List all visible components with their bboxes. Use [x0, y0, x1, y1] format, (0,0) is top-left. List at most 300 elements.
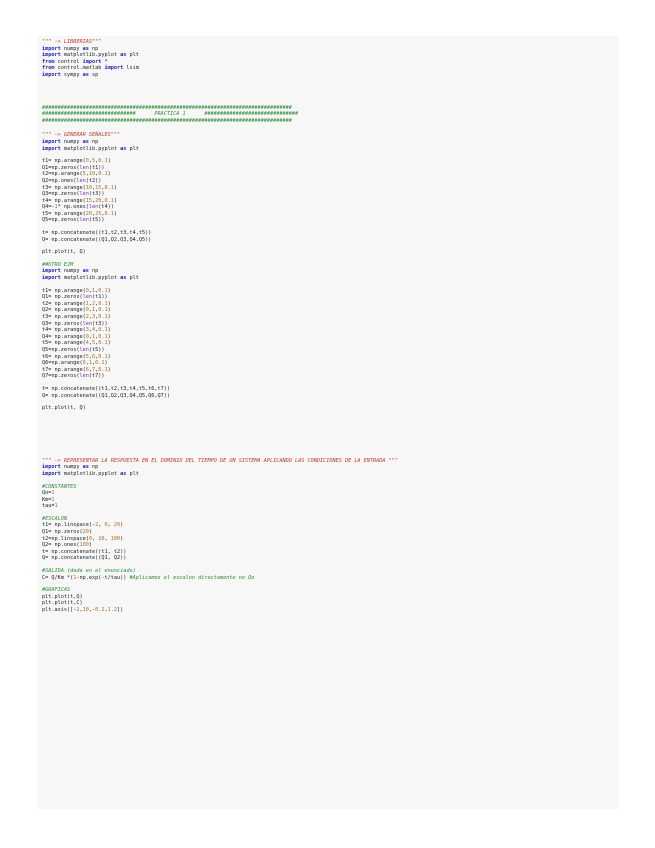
code-token: 0.1 — [98, 327, 108, 334]
code-token: import — [42, 275, 64, 282]
code-token: 0 — [85, 333, 89, 340]
code-token: , — [88, 353, 92, 360]
code-token: , — [95, 327, 99, 334]
code-token: t1= np.arange( — [42, 158, 86, 165]
code-token: len — [79, 191, 89, 198]
respuesta-block — [42, 458, 618, 478]
code-token: ) — [107, 353, 111, 360]
code-token: 1 — [91, 307, 96, 314]
code-line — [42, 367, 618, 374]
code-token: t5= np.arange( — [42, 340, 86, 347]
code-token: import — [42, 45, 64, 52]
code-token: Q5=np.zeros( — [42, 346, 80, 353]
code-token: Qo= — [42, 490, 52, 497]
code-token: t2=np.arange( — [42, 171, 83, 178]
code-line — [42, 217, 618, 224]
code-token: as — [82, 268, 92, 275]
code-token: 1 — [91, 287, 96, 294]
code-line — [42, 575, 618, 582]
code-token: 20 — [85, 210, 92, 217]
code-line — [42, 587, 618, 594]
code-token: from — [42, 65, 58, 72]
code-token: 0.1 — [98, 158, 108, 165]
code-token: plt.plot(t,C) — [42, 600, 83, 607]
code-line — [42, 158, 618, 165]
code-token: #Aplicamos el escalon directamente no Qo — [129, 574, 255, 581]
code-token: Q= np.concatenate((Q1,Q2,Q3,Q4,Q5)) — [42, 236, 152, 243]
code-token: matplotlib.pyplot — [63, 145, 121, 152]
code-token: , — [88, 287, 92, 294]
code-token: plt — [129, 145, 139, 152]
python-source-code — [42, 39, 618, 614]
code-token: 0 — [104, 522, 108, 529]
code-token: plt.axis([- — [42, 607, 77, 613]
code-token: as — [120, 52, 130, 59]
code-token: matplotlib.pyplot — [63, 52, 121, 59]
code-token: control.matlab — [57, 65, 105, 72]
code-line — [42, 484, 618, 491]
code-token: (t5)) — [88, 217, 105, 224]
code-token: 2 — [95, 522, 99, 529]
code-line — [42, 458, 618, 465]
code-token: 0 — [85, 307, 89, 314]
code-token: ]) — [116, 607, 124, 613]
code-token: , — [95, 171, 99, 178]
code-token: , — [85, 171, 89, 178]
otro-ejm-vectors — [42, 288, 618, 380]
code-token: 2 — [85, 314, 89, 320]
code-token: 20 — [113, 522, 121, 529]
code-token: , — [104, 607, 108, 613]
code-token: t3= np.arange( — [42, 184, 86, 191]
code-line — [42, 471, 618, 478]
code-token: numpy — [63, 464, 83, 471]
code-token: 0 — [85, 158, 89, 165]
code-token: ) — [113, 197, 117, 204]
code-token: 0.1 — [98, 340, 108, 347]
code-token: 4 — [85, 340, 89, 347]
code-token: , — [88, 333, 92, 340]
code-token: 1 — [88, 360, 92, 367]
code-line — [42, 178, 618, 185]
code-token: ) — [113, 184, 117, 191]
code-token: t1= np.arange( — [42, 287, 86, 294]
code-token: -np.exp(-t/tau)) — [76, 574, 130, 581]
code-token: as — [82, 71, 92, 78]
code-line — [42, 204, 618, 211]
code-line — [42, 105, 618, 112]
code-token: matplotlib.pyplot — [63, 275, 121, 282]
code-token: t4= np.arange( — [42, 327, 86, 334]
code-token: , — [88, 300, 92, 307]
code-token: 2 — [76, 607, 80, 613]
code-line — [42, 118, 618, 125]
code-token: 3 — [91, 314, 96, 320]
code-token: 100 — [110, 535, 121, 542]
code-token: plt.plot(t,Q) — [42, 593, 83, 600]
code-token: 5 — [82, 171, 86, 178]
code-line — [42, 607, 618, 614]
code-token: 0.2 — [95, 607, 105, 613]
code-token: , — [88, 327, 92, 334]
code-token: 25 — [95, 210, 102, 217]
code-token: , — [95, 314, 99, 320]
code-token: len — [79, 346, 89, 353]
code-token: len — [79, 164, 89, 171]
code-token: np — [92, 138, 99, 145]
code-line — [42, 268, 618, 275]
code-token: 0.1 — [98, 307, 108, 314]
code-token: import — [42, 268, 64, 275]
code-token: 0.1 — [98, 353, 108, 360]
code-token: 0.1 — [98, 314, 108, 320]
code-token: , — [95, 340, 99, 347]
code-token: , — [91, 210, 96, 217]
code-line — [42, 327, 618, 334]
code-line — [42, 542, 618, 549]
code-token: (t1)) — [88, 164, 105, 171]
code-token: (t4)) — [98, 204, 114, 211]
code-token: (t7)) — [88, 373, 105, 380]
code-line — [42, 198, 618, 205]
code-token: import — [42, 71, 64, 78]
code-token: , — [88, 366, 92, 373]
code-token: len — [76, 177, 86, 184]
code-token: import — [104, 65, 127, 72]
code-token: 100 — [79, 542, 89, 549]
code-token: ) — [107, 171, 111, 178]
code-token: ) — [107, 158, 111, 165]
generar-senales-block — [42, 132, 618, 152]
code-token: Q2=np.ones( — [42, 177, 77, 184]
code-token: t2= np.arange( — [42, 300, 86, 307]
code-line — [42, 503, 618, 510]
code-line — [42, 52, 618, 59]
code-line — [42, 347, 618, 354]
code-line — [42, 294, 618, 301]
code-token: import — [42, 145, 64, 152]
code-line — [42, 146, 618, 153]
code-token: t= np.concatenate((t1,t2,t3,t4,t5)) — [42, 230, 152, 237]
code-token: """ -> REPRESENTAR LA RESPUESTA EN EL DOMINIO DEL TIEMPO DE UN SISTEMA APLICANDO LAS CONDICIONES DE LA ENTRADA """ — [42, 457, 399, 464]
code-token: ,- — [88, 607, 96, 613]
code-token: 5 — [85, 353, 89, 360]
imports-block — [42, 39, 618, 79]
code-token: t4= np.arange( — [42, 197, 86, 204]
code-token: Q1= np.zeros( — [42, 529, 83, 536]
code-token: import — [82, 58, 105, 65]
code-token: 1 — [85, 300, 89, 307]
code-token: Q6=np.arange( — [42, 360, 83, 367]
code-token: 1 — [51, 490, 55, 497]
code-line — [42, 39, 618, 46]
code-token: plt.plot(t, Q) — [42, 405, 86, 412]
code-token: , — [85, 360, 89, 367]
code-token: Q2= np.ones( — [42, 542, 80, 549]
code-token: 7 — [91, 366, 96, 373]
code-token: , — [95, 287, 99, 294]
code-token: tau= — [42, 503, 55, 510]
code-line — [42, 171, 618, 178]
code-token: 1 — [54, 503, 58, 510]
code-token: sympy — [63, 71, 83, 78]
code-token: 0 — [88, 535, 92, 542]
code-token: ) — [113, 210, 117, 217]
code-line — [42, 405, 618, 412]
code-line — [42, 497, 618, 504]
code-token: , — [91, 360, 96, 367]
code-token: Q4=- — [42, 204, 55, 211]
code-line — [42, 568, 618, 575]
code-line — [42, 111, 618, 118]
code-line — [42, 393, 618, 400]
code-line — [42, 516, 618, 523]
code-line — [42, 275, 618, 282]
code-token: 1.2 — [107, 607, 117, 613]
code-line — [42, 549, 618, 556]
code-line — [42, 600, 618, 607]
code-token: ) — [120, 522, 124, 529]
code-line — [42, 314, 618, 321]
code-token: numpy — [63, 45, 83, 52]
code-token: ) — [107, 366, 111, 373]
code-token: 1 — [54, 204, 58, 211]
code-line — [42, 288, 618, 295]
code-token: , — [101, 210, 105, 217]
code-token: import — [42, 464, 64, 471]
code-token: Q3= np.zeros( — [42, 320, 83, 327]
code-line — [42, 165, 618, 172]
code-token: Q= np.concatenate((Q1,Q2,Q3,Q4,Q5,Q6,Q7)) — [42, 392, 171, 399]
code-token: np — [92, 45, 99, 52]
code-token: ) — [107, 340, 111, 347]
code-token: ) — [104, 360, 108, 367]
code-token: """ -> LIBRERIAS""" — [42, 39, 102, 45]
code-token: sp — [92, 71, 99, 78]
concatenate-1 — [42, 230, 618, 243]
code-token: """ -> GENERAR SEÑALES""" — [42, 132, 121, 139]
code-token: 1 — [51, 496, 55, 503]
code-line — [42, 340, 618, 347]
code-line — [42, 262, 618, 269]
code-token: #CONSTANTES — [42, 483, 77, 490]
code-token: from — [42, 58, 58, 65]
code-token: t7= np.arange( — [42, 366, 86, 373]
code-token: * — [104, 58, 108, 65]
code-token: 0.1 — [98, 333, 108, 340]
code-token: , — [88, 158, 92, 165]
constantes-block — [42, 484, 618, 510]
code-token: ) — [107, 300, 111, 307]
code-line — [42, 237, 618, 244]
code-line — [42, 321, 618, 328]
code-line — [42, 191, 618, 198]
code-token: len — [79, 373, 89, 380]
code-token: , — [95, 353, 99, 360]
code-token: ################################################################################ — [42, 117, 292, 124]
code-token: Q1= np.zeros( — [42, 294, 83, 301]
code-token: 2 — [91, 300, 96, 307]
code-token: ) — [107, 307, 111, 314]
plot-1 — [42, 249, 618, 256]
senales-vectors — [42, 158, 618, 224]
code-token: as — [82, 45, 92, 52]
code-token: , — [101, 184, 105, 191]
code-line — [42, 249, 618, 256]
code-token: control — [57, 58, 83, 65]
code-line — [42, 490, 618, 497]
code-token: import — [42, 138, 64, 145]
code-token: (t3)) — [91, 320, 108, 327]
code-line — [42, 72, 618, 79]
code-token: , — [95, 300, 99, 307]
code-token: (t3)) — [88, 191, 105, 198]
code-token: 0.1 — [104, 184, 114, 191]
code-token: 0 — [82, 360, 86, 367]
code-token: matplotlib.pyplot — [63, 470, 121, 477]
code-line — [42, 139, 618, 146]
code-token: len — [88, 204, 99, 211]
code-token: as — [120, 470, 130, 477]
code-line — [42, 334, 618, 341]
code-token: Q5=np.zeros( — [42, 217, 80, 224]
code-token: 0.1 — [98, 366, 108, 373]
code-token: 10 — [85, 184, 92, 191]
code-token: len — [79, 217, 89, 224]
code-token: 5 — [91, 340, 96, 347]
code-token: (t5)) — [88, 346, 105, 353]
code-token: 0.1 — [98, 171, 108, 178]
code-token: as — [120, 145, 130, 152]
code-token: as — [120, 275, 130, 282]
code-token: 0.1 — [104, 210, 114, 217]
code-token: 20 — [95, 197, 102, 204]
code-token: Q= np.concatenate((Q1, Q2)) — [42, 555, 127, 562]
graficas-block — [42, 587, 618, 613]
code-token: , — [95, 307, 99, 314]
code-token: ##OTRO EJM — [42, 261, 74, 268]
code-token: Q4= np.arange( — [42, 333, 86, 340]
code-token: 15 — [95, 184, 102, 191]
code-token: as — [82, 464, 92, 471]
code-line — [42, 59, 618, 66]
code-token: Km= — [42, 496, 52, 503]
code-token: 10 — [82, 607, 89, 613]
concatenate-2 — [42, 386, 618, 399]
code-token: plt — [129, 275, 139, 282]
code-token: 1 — [91, 333, 96, 340]
code-token: 10 — [88, 171, 96, 178]
code-token: Q2= np.arange( — [42, 307, 86, 314]
code-token: plt — [129, 52, 139, 59]
code-token: ################################################################################ — [42, 104, 292, 111]
code-token: , — [91, 197, 96, 204]
code-token: , — [107, 522, 114, 529]
code-token: ) — [107, 333, 111, 340]
code-token: 0.1 — [98, 300, 108, 307]
code-line — [42, 360, 618, 367]
code-line — [42, 132, 618, 139]
code-token: #GRAFICAS — [42, 587, 71, 594]
code-token: #ESCALON — [42, 515, 67, 522]
code-token: 6 — [91, 353, 96, 360]
code-token: t= np.concatenate((t1,t2,t3,t4,t5,t6,t7)) — [42, 385, 171, 392]
code-line — [42, 536, 618, 543]
code-token: * np.ones( — [57, 204, 89, 211]
code-token: 5 — [91, 158, 96, 165]
code-token: Q1=np.zeros( — [42, 164, 80, 171]
code-token: numpy — [63, 138, 83, 145]
code-token: (t2)) — [85, 177, 102, 184]
code-line — [42, 594, 618, 601]
code-token: import — [42, 470, 64, 477]
code-token: C= Q/Km *( — [42, 574, 74, 581]
code-token: 0.1 — [104, 197, 114, 204]
code-token: , — [79, 607, 83, 613]
code-token: ) — [107, 314, 111, 320]
code-token: , — [101, 197, 105, 204]
code-line — [42, 301, 618, 308]
plot-2 — [42, 405, 618, 412]
otro-ejm-block — [42, 262, 618, 282]
code-token: ############################## PRACTICA 1 ############################## — [42, 111, 299, 118]
code-line — [42, 211, 618, 218]
code-line — [42, 555, 618, 562]
code-token: len — [82, 294, 92, 301]
code-token: ) — [120, 535, 124, 542]
code-token: ) — [88, 529, 92, 536]
code-line — [42, 185, 618, 192]
code-token: numpy — [63, 268, 83, 275]
code-token: t3= np.arange( — [42, 314, 86, 320]
code-token: plt — [129, 470, 139, 477]
code-line — [42, 386, 618, 393]
code-line — [42, 46, 618, 53]
code-token: , — [95, 158, 99, 165]
code-token: 0.1 — [95, 360, 105, 367]
code-line — [42, 65, 618, 72]
code-token: , — [88, 340, 92, 347]
code-token: (t1)) — [91, 294, 108, 301]
code-token: np — [92, 268, 99, 275]
code-token: , — [91, 184, 96, 191]
code-token: t1= np.linspace(- — [42, 522, 96, 529]
code-token: , — [88, 314, 92, 320]
salida-block — [42, 568, 618, 581]
code-line — [42, 354, 618, 361]
code-token: , — [95, 333, 99, 340]
code-token: lsim — [126, 65, 139, 72]
code-token: 3 — [85, 327, 89, 334]
code-token: np — [92, 464, 99, 471]
code-token: 1 — [73, 574, 77, 581]
code-token: 10 — [98, 535, 105, 542]
code-token: 0 — [85, 287, 89, 294]
code-token: , — [104, 535, 111, 542]
code-token: 4 — [91, 327, 96, 334]
code-token: , — [88, 307, 92, 314]
code-token: 15 — [85, 197, 92, 204]
code-token: ) — [88, 542, 92, 549]
code-line — [42, 522, 618, 529]
code-line — [42, 529, 618, 536]
code-page — [38, 36, 618, 809]
code-token: Q7=np.zeros( — [42, 373, 80, 380]
code-line — [42, 307, 618, 314]
code-token: t6= np.arange( — [42, 353, 86, 360]
code-token: 0.1 — [98, 287, 108, 294]
code-token: as — [82, 138, 92, 145]
